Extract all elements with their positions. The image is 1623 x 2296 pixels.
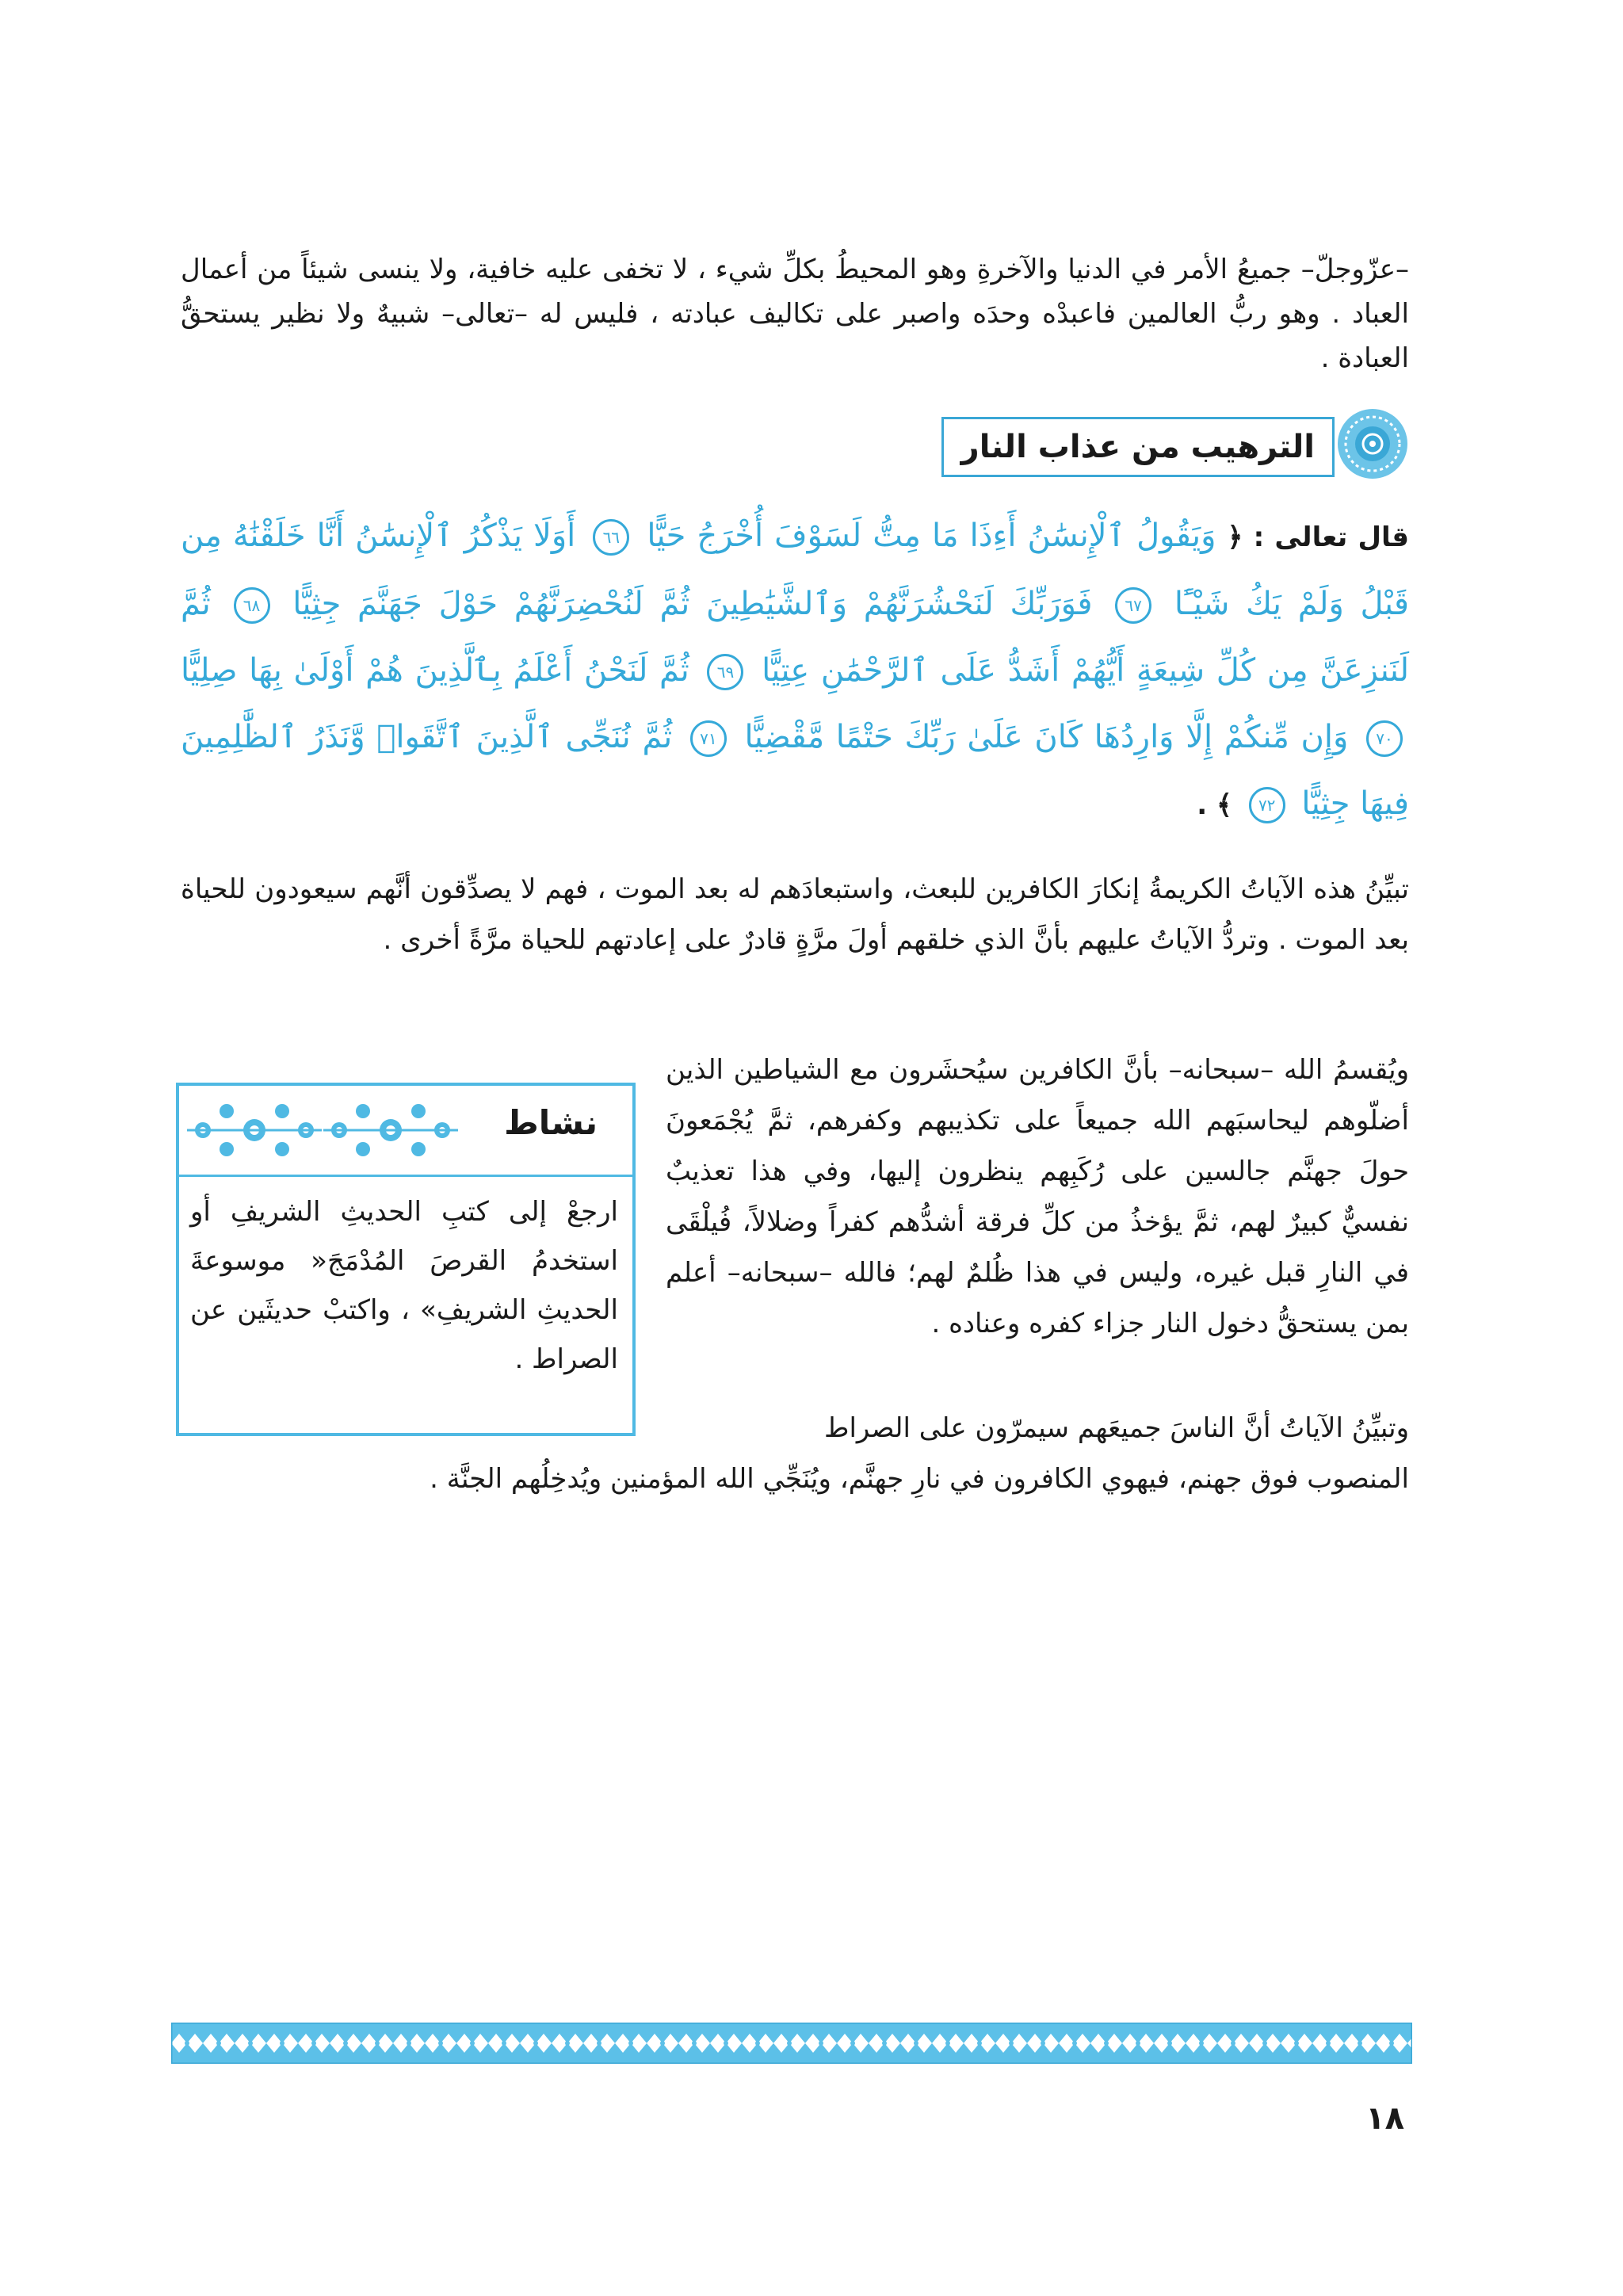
verse-number-67: ٦٧ bbox=[1115, 587, 1151, 624]
verse-71: وَإِن مِّنكُمْ إِلَّا وَارِدُهَا كَانَ عَلَىٰ رَبِّكَ حَتْمًا مَّقْضِيًّا bbox=[744, 719, 1349, 755]
verse-68: فَوَرَبِّكَ لَنَحْشُرَنَّهُمْ وَٱلشَّيَٰطِينَ ثُمَّ لَنُحْضِرَنَّهُمْ حَوْلَ جَهَنَّمَ جِثِيًّا bbox=[292, 586, 1093, 622]
verse-66: وَيَقُولُ ٱلْإِنسَٰنُ أَءِذَا مَا مِتُّ لَسَوْفَ أُخْرَجُ حَيًّا bbox=[647, 518, 1216, 554]
verse-72: ثُمَّ نُنَجِّى ٱلَّذِينَ ٱتَّقَوا۟ وَّنَذَرُ ٱلظَّٰلِمِينَ فِيهَا جِثِيًّا bbox=[181, 719, 1409, 822]
verse-number-72: ٧٢ bbox=[1249, 787, 1285, 823]
verse-70: ثُمَّ لَنَحْنُ أَعْلَمُ بِٱلَّذِينَ هُمْ أَوْلَىٰ بِهَا صِلِيًّا bbox=[181, 652, 689, 689]
quran-verses bbox=[181, 502, 1409, 839]
verse-number-68: ٦٨ bbox=[234, 587, 270, 624]
verse-number-70: ٧٠ bbox=[1366, 720, 1403, 757]
decorative-border-band bbox=[171, 2023, 1412, 2064]
sirat-line-1: وتبيِّنُ الآياتُ أنَّ الناسَ جميعَهم سيمرّون على الصراط bbox=[824, 1412, 1409, 1444]
section-heading bbox=[919, 406, 1411, 485]
verse-number-66: ٦٦ bbox=[593, 519, 629, 556]
verse-67: أَوَلَا يَذْكُرُ ٱلْإِنسَٰنُ أَنَّا خَلَقْنَٰهُ مِن قَبْلُ وَلَمْ يَكُ شَيْـًٔا bbox=[181, 518, 1410, 622]
verse-number-71: ٧١ bbox=[690, 720, 727, 757]
judgement-paragraph: ويُقسمُ الله –سبحانه– بأنَّ الكافرين سيُحشَرون مع الشياطين الذين أضلّوهم ليحاسبَهم الله جميعاً على تكذيبهم وكفرهم، ثمَّ يُجْمَعونَ حولَ جهنَّم جالسين على رُكَبِهم ينظرون إليها، وفي هذا تعذيبٌ نفسيٌّ كبيرٌ لهم، ثمَّ يؤخذُ من كلِّ فرقة أشدُّهم كفراً وضلالاً، فُيلْقَى في النارِ قبل غيره، وليس في هذا ظُلمٌ لهم؛ فالله –سبحانه– أعلم بمن يستحقُّ دخول النار جزاء كفره وعناده . bbox=[666, 1054, 1409, 1339]
ornament-icon bbox=[187, 1095, 322, 1165]
medallion-icon bbox=[1335, 406, 1411, 482]
page-number: ١٨ bbox=[1365, 2100, 1404, 2137]
activity-box bbox=[176, 1083, 636, 1436]
activity-header bbox=[179, 1086, 632, 1177]
verse-number-69: ٦٩ bbox=[707, 654, 743, 690]
activity-text: ارجعْ إلى كتبِ الحديثِ الشريفِ أو استخدمُ القرصَ المُدْمَجَ« موسوعةَ الحديثِ الشريفِ» ، واكتبْ حديثَين عن الصراط . bbox=[190, 1196, 618, 1375]
section-title: الترهيب من عذاب النار bbox=[941, 417, 1335, 477]
verse-69: ثُمَّ لَنَنزِعَنَّ مِن كُلِّ شِيعَةٍ أَيُّهُمْ أَشَدُّ عَلَى ٱلرَّحْمَٰنِ عِتِيًّا bbox=[181, 586, 1410, 689]
sirat-line-2: المنصوب فوق جهنم، فيهوي الكافرون في نارِ جهنَّم، ويُنَجِّي الله المؤمنين ويُدخِلُهم الجنَّة . bbox=[430, 1463, 1409, 1495]
verse-intro: قال تعالى : ﴿ bbox=[1227, 521, 1409, 553]
verse-close: ﴾ . bbox=[1197, 789, 1232, 821]
explanation-paragraph: تبيِّنُ هذه الآياتُ الكريمةُ إنكارَ الكافرين للبعث، واستبعادَهم له بعد الموت ، فهم لا يصدِّقون أنَّهم سيعودون للحياة بعد الموت . وتردُّ الآياتُ عليهم بأنَّ الذي خلقهم أولَ مرَّةٍ قادرٌ على إعادتهم للحياة مرَّةً أخرى . bbox=[181, 873, 1409, 956]
intro-paragraph: –عزّوجلّ– جميعُ الأمر في الدنيا والآخرةِ وهو المحيطُ بكلِّ شيء ، لا تخفى عليه خافية، ولا ينسى شيئاً من أعمال العباد . وهو ربُّ العالمين فاعبدْه وحدَه واصبر على تكاليف عبادته ، فليس له –تعالى– شبيهٌ ولا نظير يستحقُّ العبادة . bbox=[181, 254, 1409, 374]
ornament-icon bbox=[323, 1095, 458, 1165]
activity-label: نشاط bbox=[504, 1103, 598, 1142]
